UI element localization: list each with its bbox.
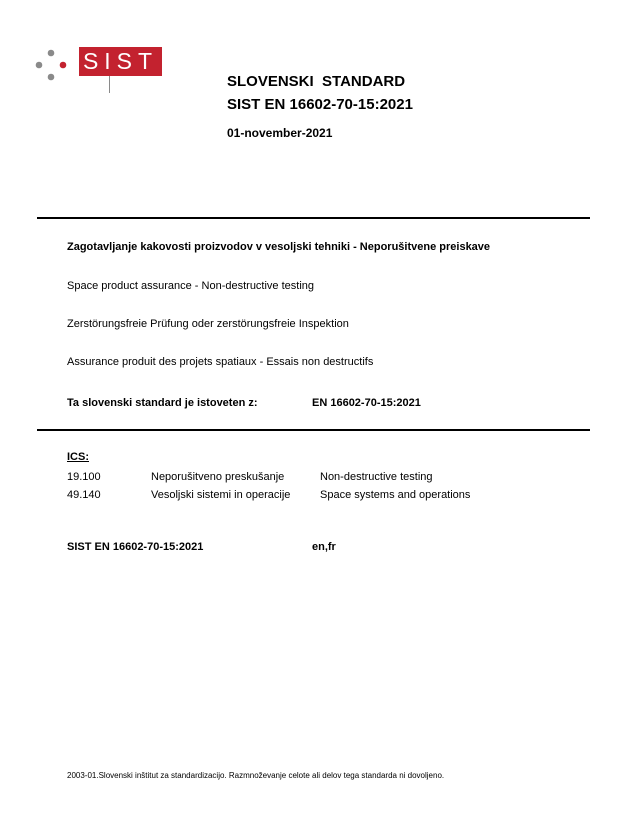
ics-english: Space systems and operations [320, 489, 471, 501]
divider-bottom [37, 429, 590, 431]
sist-logo: SIST [79, 47, 162, 76]
copyright-footer: 2003-01.Slovenski inštitut za standardizacijo. Razmnoževanje celote ali delov tega standarda ni dovoljeno. [67, 771, 445, 780]
ics-english: Non-destructive testing [320, 471, 433, 483]
logo-dots-icon [34, 49, 70, 85]
ics-slovenian: Neporušitveno preskušanje [151, 471, 285, 483]
identity-value: EN 16602-70-15:2021 [312, 397, 421, 409]
title-slovenian: Zagotavljanje kakovosti proizvodov v vesoljski tehniki - Neporušitvene preiskave [67, 241, 491, 253]
ics-slovenian: Vesoljski sistemi in operacije [151, 489, 291, 501]
identity-label: Ta slovenski standard je istoveten z: [67, 397, 258, 409]
divider-top [37, 217, 590, 219]
ics-heading: ICS: [67, 451, 89, 463]
ics-code: 49.140 [67, 489, 101, 501]
title-english: Space product assurance - Non-destructive testing [67, 280, 315, 292]
standard-code: SIST EN 16602-70-15:2021 [227, 96, 413, 113]
standard-date: 01-november-2021 [227, 126, 333, 140]
reference-code: SIST EN 16602-70-15:2021 [67, 541, 204, 553]
ics-code: 19.100 [67, 471, 101, 483]
standard-type: SLOVENSKI STANDARD [227, 73, 406, 90]
title-german: Zerstörungsfreie Prüfung oder zerstörungsfreie Inspektion [67, 318, 349, 330]
logo-divider [109, 76, 110, 93]
reference-languages: en,fr [312, 541, 336, 553]
title-french: Assurance produit des projets spatiaux - Essais non destructifs [67, 356, 374, 368]
